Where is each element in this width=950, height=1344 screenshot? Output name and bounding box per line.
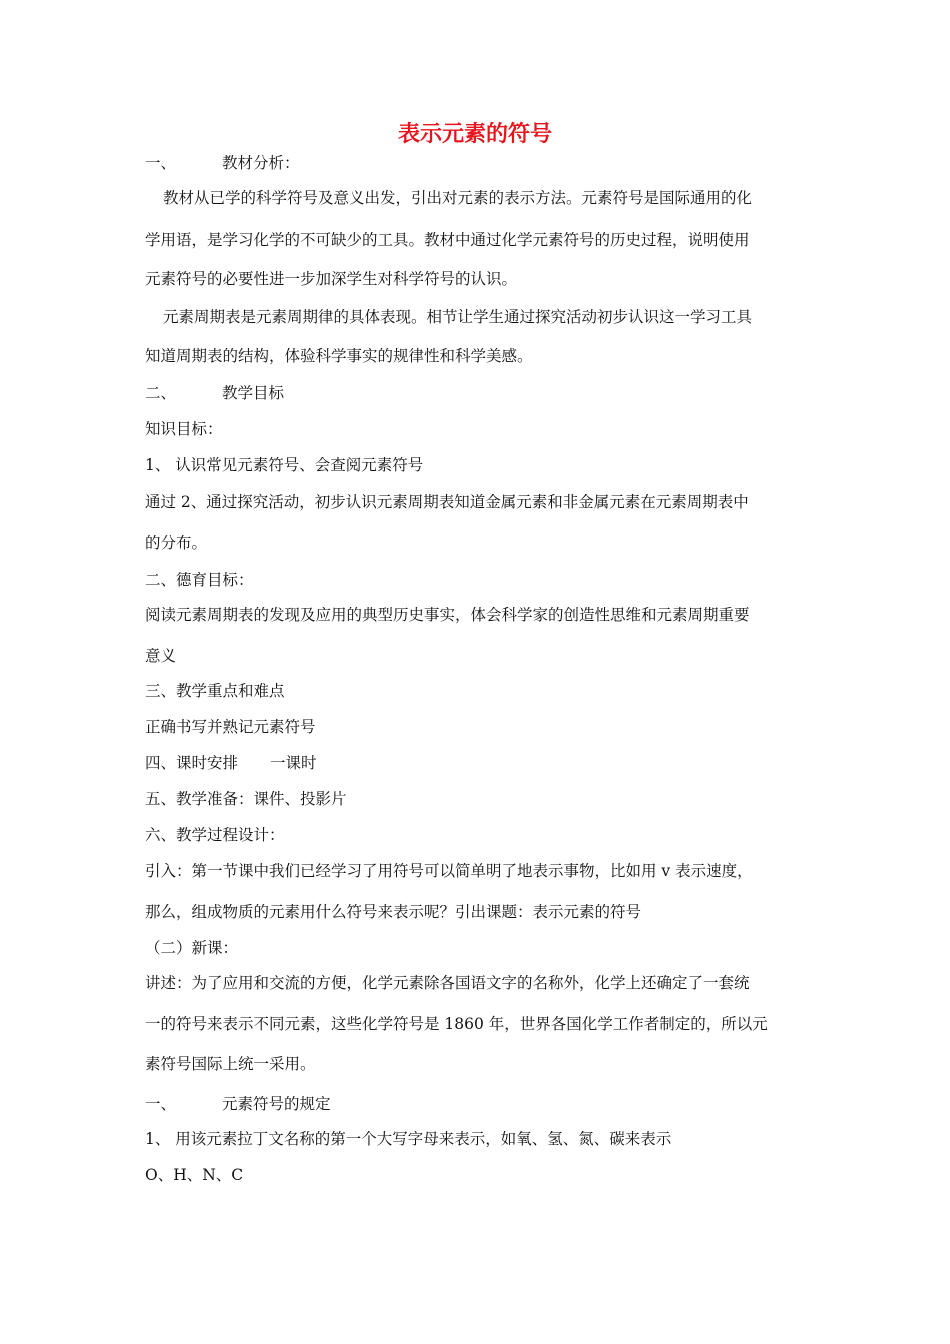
paragraph-line: 学用语，是学习化学的不可缺少的工具。教材中通过化学元素符号的历史过程，说明使用: [145, 231, 750, 249]
section-number: 一、: [145, 1095, 177, 1113]
section-heading-text: 一课时: [270, 754, 317, 772]
paragraph-line: 知道周期表的结构，体验科学事实的规律性和科学美感。: [145, 347, 533, 365]
section-heading: [145, 752, 810, 774]
paragraph-line: 通过 2、通过探究活动，初步认识元素周期表知道金属元素和非金属元素在元素周期表中: [145, 493, 749, 511]
section-heading: [145, 152, 810, 174]
section-number: 二、: [145, 384, 177, 402]
section-heading: [145, 1093, 810, 1115]
paragraph-line: 一的符号来表示不同元素，这些化学符号是 1860 年，世界各国化学工作者制定的，所以元: [145, 1015, 768, 1033]
list-item: 1、 认识常见元素符号、会查阅元素符号: [145, 456, 424, 474]
section-number: 四、课时安排: [145, 754, 239, 772]
paragraph-line: 六、教学过程设计：: [145, 826, 285, 844]
section-number: 一、: [145, 154, 177, 172]
section-heading-text: 教学目标: [222, 384, 285, 402]
paragraph-line: 意义: [145, 647, 177, 665]
page-title: 表示元素的符号: [397, 122, 552, 147]
paragraph-line: （二）新课：: [145, 939, 239, 957]
paragraph-line: O、H、N、C: [145, 1166, 244, 1184]
section-heading-text: 元素符号的规定: [222, 1095, 331, 1113]
paragraph-line: 素符号国际上统一采用。: [145, 1055, 316, 1073]
paragraph-line: 元素符号的必要性进一步加深学生对科学符号的认识。: [145, 270, 518, 288]
paragraph-line: 元素周期表是元素周期律的具体表现。相节让学生通过探究活动初步认识这一学习工具: [163, 308, 753, 326]
paragraph-line: 那么，组成物质的元素用什么符号来表示呢？引出课题：表示元素的符号: [145, 903, 642, 921]
paragraph-line: 二、德育目标：: [145, 571, 254, 589]
paragraph-line: 的分布。: [145, 534, 208, 552]
paragraph-line: 知识目标：: [145, 420, 223, 438]
paragraph-line: 正确书写并熟记元素符号: [145, 718, 316, 736]
paragraph-line: 阅读元素周期表的发现及应用的典型历史事实，体会科学家的创造性思维和元素周期重要: [145, 606, 750, 624]
section-heading: [145, 382, 810, 404]
section-heading-text: 教材分析：: [222, 154, 300, 172]
list-item: 1、 用该元素拉丁文名称的第一个大写字母来表示，如氧、氢、氮、碳来表示: [145, 1130, 672, 1148]
paragraph-line: 讲述：为了应用和交流的方便，化学元素除各国语文字的名称外，化学上还确定了一套统: [145, 974, 750, 992]
paragraph-line: 教材从已学的科学符号及意义出发，引出对元素的表示方法。元素符号是国际通用的化: [163, 189, 753, 207]
paragraph-line: 引入：第一节课中我们已经学习了用符号可以简单明了地表示事物，比如用 v 表示速度，: [145, 862, 753, 880]
paragraph-line: 三、教学重点和难点: [145, 682, 285, 700]
paragraph-line: 五、教学准备：课件、投影片: [145, 790, 347, 808]
